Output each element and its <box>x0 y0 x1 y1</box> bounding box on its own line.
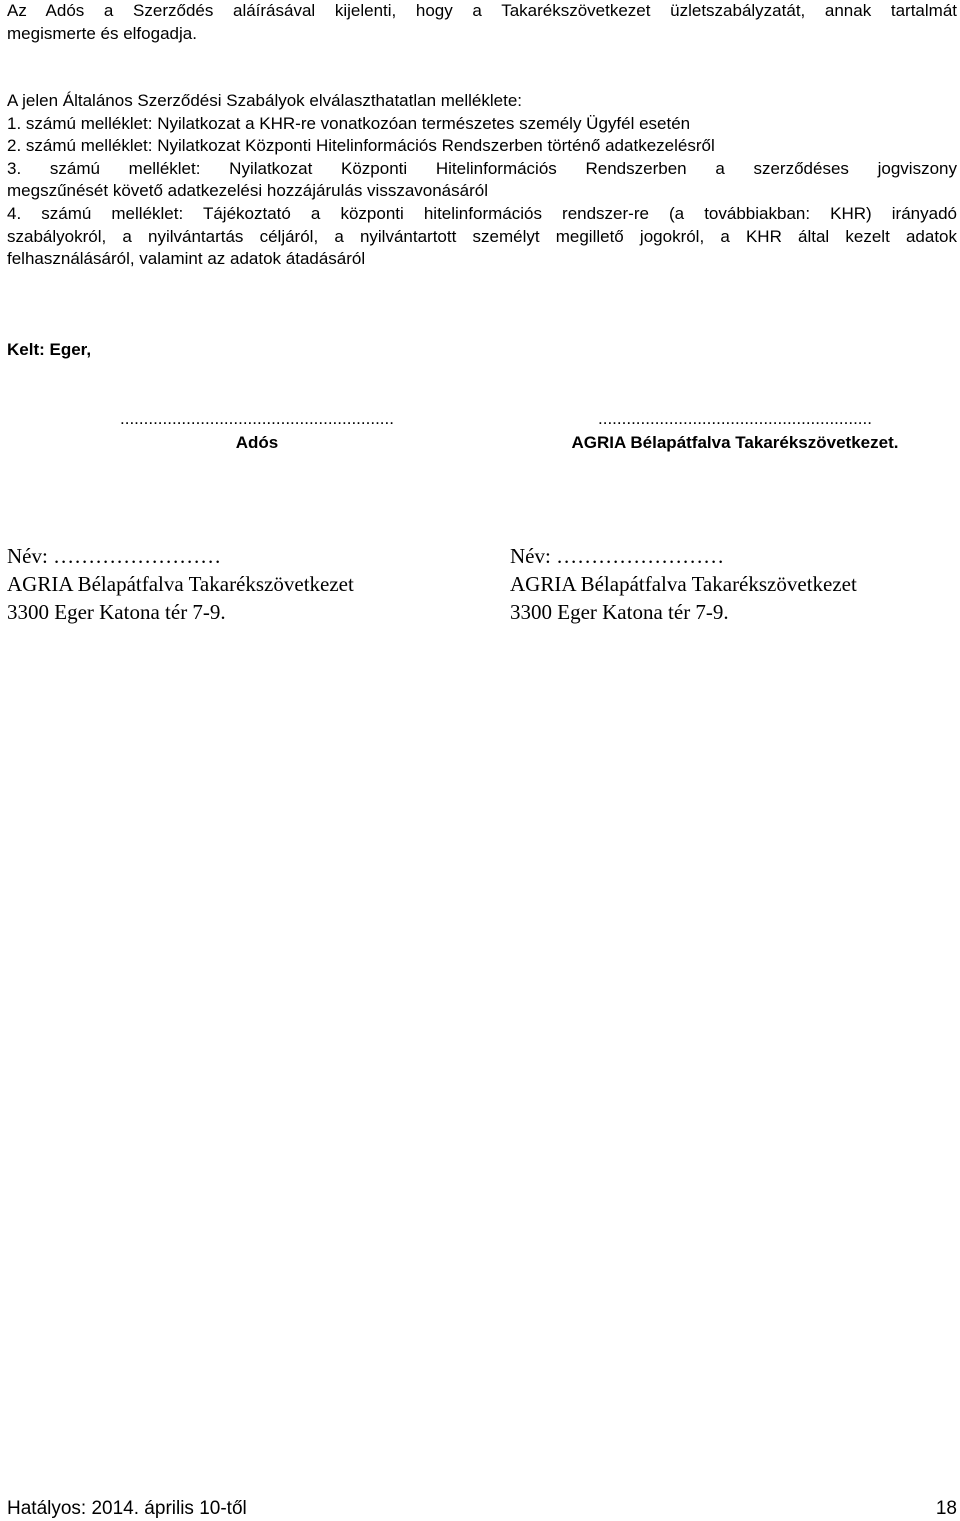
representative-right-address: 3300 Eger Katona tér 7-9. <box>510 600 729 624</box>
representative-right-name: Név: …………………… <box>510 544 725 568</box>
annex-item-4-line-2: szabályokról, a nyilvántartás céljáról, a nyilvántartott személyt megillető jogokról, a KHR által kezelt adatok <box>7 226 957 246</box>
representative-left-org: AGRIA Bélapátfalva Takarékszövetkezet <box>7 572 354 596</box>
intro-paragraph <box>7 0 957 45</box>
page-number: 18 <box>935 1498 957 1519</box>
representative-left <box>7 542 354 626</box>
representative-left-name: Név: …………………… <box>7 544 222 568</box>
signature-label-bank: AGRIA Bélapátfalva Takarékszövetkezet. <box>571 433 899 452</box>
signature-label-debtor: Adós <box>235 433 279 452</box>
effective-date: Hatályos: 2014. április 10-től <box>7 1498 247 1519</box>
annex-item-4-line-3: felhasználásáról, valamint az adatok átadásáról <box>7 249 366 269</box>
representative-right <box>510 542 857 626</box>
annex-item-3-line-2: megszűnését követő adatkezelési hozzájárulás visszavonásáról <box>7 181 488 201</box>
annex-item-4-line-1: 4. számú melléklet: Tájékoztató a központi hitelinformációs rendszer-re (a továbbiakban: KHR) irányadó <box>7 203 957 223</box>
representative-left-address: 3300 Eger Katona tér 7-9. <box>7 600 226 624</box>
annex-item-2: 2. számú melléklet: Nyilatkozat Központi Hitelinformációs Rendszerben történő adatkezelésről <box>7 136 715 156</box>
annex-heading: A jelen Általános Szerződési Szabályok elválaszthatatlan melléklete: <box>7 91 523 110</box>
annex-list <box>7 90 957 271</box>
signature-debtor <box>72 407 442 455</box>
intro-line-1: Az Adós a Szerződés aláírásával kijelenti, hogy a Takarékszövetkezet üzletszabályzatát, annak tartalmát <box>7 1 957 20</box>
representative-right-org: AGRIA Bélapátfalva Takarékszövetkezet <box>510 572 857 596</box>
signature-line-bank: .......................................................... <box>598 409 872 428</box>
signature-line-debtor: .......................................................... <box>120 409 394 428</box>
intro-line-2: megismerte és elfogadja. <box>7 23 197 43</box>
annex-item-1: 1. számú melléklet: Nyilatkozat a KHR-re vonatkozóan természetes személy Ügyfél esetén <box>7 113 691 133</box>
place-date-line: Kelt: Eger, <box>7 340 92 359</box>
signature-bank <box>520 407 950 455</box>
annex-item-3-line-1: 3. számú melléklet: Nyilatkozat Központi Hitelinformációs Rendszerben a szerződéses jogviszony <box>7 158 957 178</box>
